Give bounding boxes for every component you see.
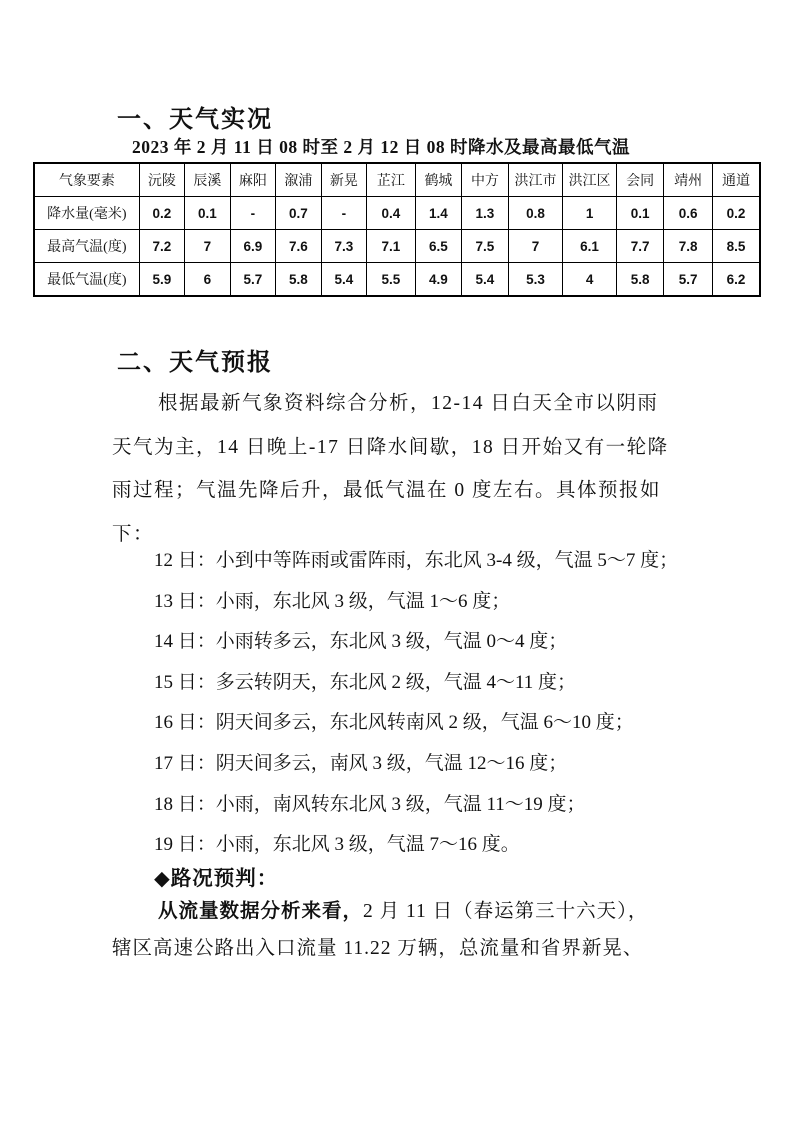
diamond-bullet-icon: ◆ (154, 868, 171, 890)
row-label: 最高气温(度) (34, 230, 139, 263)
table-header-cell: 洪江区 (563, 163, 617, 197)
table-header-cell: 会同 (616, 163, 664, 197)
table-cell: 7.6 (276, 230, 322, 263)
table-header-cell: 靖州 (664, 163, 713, 197)
table-cell: 6.9 (230, 230, 276, 263)
table-cell: 0.8 (508, 197, 563, 230)
row-label: 降水量(毫米) (34, 197, 139, 230)
table-header-cell: 鹤城 (415, 163, 462, 197)
section-2-heading: 二、天气预报 (117, 350, 273, 376)
road-paragraph-line-1 (112, 893, 677, 930)
intro-line: 天气为主，14 日晚上-17 日降水间歇，18 日开始又有一轮降 (112, 436, 669, 458)
table-cell: 7.2 (139, 230, 185, 263)
table-cell: - (230, 197, 276, 230)
table-cell: 0.2 (139, 197, 185, 230)
table-header-cell: 沅陵 (139, 163, 185, 197)
table-header-cell: 洪江市 (508, 163, 563, 197)
table-header-cell: 溆浦 (276, 163, 322, 197)
road-heading-label: 路况预判： (170, 868, 279, 890)
table-row-max-temp (34, 230, 760, 263)
table-row-precipitation (34, 197, 760, 230)
table-header-cell: 新晃 (321, 163, 367, 197)
table-cell: 7.1 (367, 230, 416, 263)
table-cell: 0.1 (185, 197, 231, 230)
weather-table (33, 162, 761, 297)
table-cell: 7.3 (321, 230, 367, 263)
road-forecast-heading (112, 861, 278, 891)
table-cell: - (321, 197, 367, 230)
table-header-cell: 通道 (712, 163, 760, 197)
table-cell: 1 (563, 197, 617, 230)
road-paragraph-line-2: 辖区高速公路出入口流量 11.22 万辆，总流量和省界新晃、 (112, 938, 644, 959)
table-cell: 0.7 (276, 197, 322, 230)
road-forecast-paragraph (112, 893, 677, 967)
table-header-cell: 麻阳 (230, 163, 276, 197)
table-cell: 4.9 (415, 263, 462, 297)
forecast-day-16: 16 日：阴天间多云，东北风转南风 2 级，气温 6～10 度； (154, 712, 634, 734)
table-cell: 0.6 (664, 197, 713, 230)
table-cell: 0.2 (712, 197, 760, 230)
table-cell: 6.1 (563, 230, 617, 263)
forecast-day-13: 13 日：小雨，东北风 3 级，气温 1～6 度； (154, 590, 511, 612)
table-header-cell: 气象要素 (34, 163, 139, 197)
row-label: 最低气温(度) (34, 263, 139, 297)
table-cell: 5.8 (276, 263, 322, 297)
table-cell: 6.2 (712, 263, 760, 297)
intro-line: 根据最新气象资料综合分析，12-14 日白天全市以阴雨 (158, 393, 659, 414)
table-cell: 5.5 (367, 263, 416, 297)
daily-forecast-list (112, 541, 752, 866)
table-cell: 7.7 (616, 230, 664, 263)
table-cell: 5.4 (321, 263, 367, 297)
forecast-intro-paragraph (112, 382, 677, 556)
section-1-heading: 一、天气实况 (117, 107, 273, 133)
forecast-day-18: 18 日：小雨，南风转东北风 3 级，气温 11～19 度； (154, 793, 586, 815)
table-header-cell: 中方 (462, 163, 509, 197)
forecast-day-17: 17 日：阴天间多云，南风 3 级，气温 12～16 度； (154, 752, 568, 774)
table-cell: 8.5 (712, 230, 760, 263)
table-header-cell: 辰溪 (185, 163, 231, 197)
table-cell: 4 (563, 263, 617, 297)
table-cell: 5.7 (664, 263, 713, 297)
forecast-day-12: 12 日：小到中等阵雨或雷阵雨，东北风 3-4 级，气温 5～7 度； (154, 550, 679, 571)
table-cell: 0.4 (367, 197, 416, 230)
table-cell: 5.3 (508, 263, 563, 297)
intro-line: 雨过程；气温先降后升，最低气温在 0 度左右。具体预报如 (112, 480, 662, 501)
forecast-day-15: 15 日：多云转阴天，东北风 2 级，气温 4～11 度； (154, 671, 577, 693)
table-cell: 7.8 (664, 230, 713, 263)
road-paragraph-lead-rest: 2 月 11 日（春运第三十六天）， (363, 901, 649, 922)
table-cell: 0.1 (616, 197, 664, 230)
table-cell: 6 (185, 263, 231, 297)
table-cell: 7.5 (462, 230, 509, 263)
table-cell: 1.4 (415, 197, 462, 230)
road-paragraph-lead-bold: 从流量数据分析来看， (158, 901, 364, 922)
table-cell: 6.5 (415, 230, 462, 263)
table-cell: 1.3 (462, 197, 509, 230)
table-row-min-temp (34, 263, 760, 297)
table-title: 2023 年 2 月 11 日 08 时至 2 月 12 日 08 时降水及最高最低气温 (132, 137, 630, 157)
table-header-row (34, 163, 760, 197)
table-cell: 7 (508, 230, 563, 263)
table-cell: 7 (185, 230, 231, 263)
intro-line: 下： (112, 523, 155, 545)
table-cell: 5.4 (462, 263, 509, 297)
table-header-cell: 芷江 (367, 163, 416, 197)
table-cell: 5.7 (230, 263, 276, 297)
forecast-day-19: 19 日：小雨，东北风 3 级，气温 7～16 度。 (154, 834, 520, 856)
forecast-day-14: 14 日：小雨转多云，东北风 3 级，气温 0～4 度； (154, 631, 568, 653)
table-cell: 5.9 (139, 263, 185, 297)
table-cell: 5.8 (616, 263, 664, 297)
